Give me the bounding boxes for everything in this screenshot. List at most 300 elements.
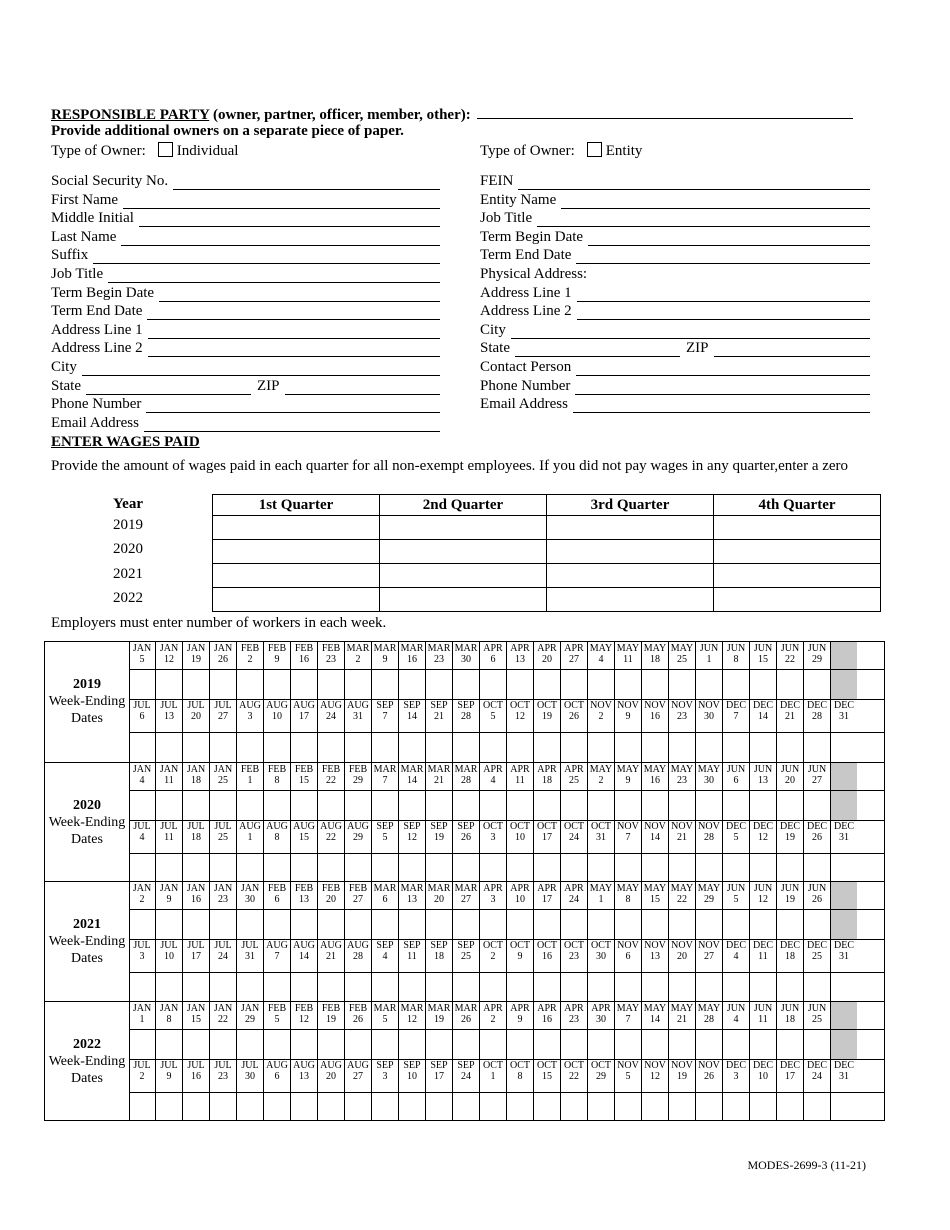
- worker-count-input[interactable]: [291, 1092, 318, 1122]
- worker-count-input[interactable]: [507, 1092, 534, 1122]
- worker-count-input[interactable]: [723, 909, 750, 939]
- first-name-input[interactable]: [123, 194, 440, 209]
- month-abbr: JUN: [780, 763, 800, 775]
- worker-count-input[interactable]: [345, 669, 372, 699]
- worker-count-input[interactable]: [669, 669, 696, 699]
- worker-count-input[interactable]: [507, 790, 534, 820]
- worker-count-input[interactable]: [750, 1092, 777, 1122]
- entity-term-begin-date-input[interactable]: [588, 231, 870, 246]
- worker-count-input[interactable]: [534, 732, 561, 762]
- worker-count-input[interactable]: [264, 669, 291, 699]
- worker-count-input[interactable]: [426, 1029, 453, 1059]
- worker-count-input[interactable]: [588, 732, 615, 762]
- worker-count-input[interactable]: [561, 853, 588, 883]
- worker-count-input[interactable]: [480, 972, 507, 1002]
- worker-count-input[interactable]: [804, 669, 831, 699]
- worker-count-input[interactable]: [264, 1092, 291, 1122]
- worker-count-input[interactable]: [426, 909, 453, 939]
- day-number: 22: [785, 654, 795, 665]
- phone-number-input[interactable]: [146, 398, 440, 413]
- worker-count-input[interactable]: [399, 1092, 426, 1122]
- worker-count-input[interactable]: [318, 853, 345, 883]
- worker-count-input[interactable]: [156, 853, 183, 883]
- wage-input-2020-q2[interactable]: [380, 540, 547, 564]
- worker-count-input[interactable]: [237, 1029, 264, 1059]
- worker-count-input[interactable]: [183, 853, 210, 883]
- worker-count-input[interactable]: [696, 909, 723, 939]
- city-input[interactable]: [82, 361, 440, 376]
- worker-count-input[interactable]: [237, 790, 264, 820]
- worker-count-input[interactable]: [210, 732, 237, 762]
- wage-input-2021-q2[interactable]: [380, 564, 547, 588]
- month-abbr: OCT: [537, 700, 557, 711]
- worker-count-input[interactable]: [156, 790, 183, 820]
- worker-count-input[interactable]: [777, 790, 804, 820]
- worker-count-input[interactable]: [345, 853, 372, 883]
- worker-count-input[interactable]: [264, 732, 291, 762]
- day-number: 13: [299, 1070, 309, 1082]
- worker-count-input[interactable]: [210, 1092, 237, 1122]
- worker-count-input[interactable]: [669, 909, 696, 939]
- email-address-input[interactable]: [144, 417, 440, 432]
- worker-count-input[interactable]: [183, 732, 210, 762]
- worker-count-input[interactable]: [588, 909, 615, 939]
- wage-input-2021-q3[interactable]: [547, 564, 714, 588]
- worker-count-input[interactable]: [453, 1029, 480, 1059]
- worker-count-input[interactable]: [723, 790, 750, 820]
- month-abbr: MAY: [589, 643, 613, 654]
- wage-input-2020-q1[interactable]: [213, 540, 380, 564]
- worker-count-input[interactable]: [129, 1092, 156, 1122]
- worker-count-input[interactable]: [534, 853, 561, 883]
- worker-count-input[interactable]: [750, 853, 777, 883]
- wage-input-2022-q3[interactable]: [547, 588, 714, 612]
- worker-count-input[interactable]: [399, 669, 426, 699]
- worker-count-input[interactable]: [588, 972, 615, 1002]
- worker-count-input[interactable]: [399, 909, 426, 939]
- address-line-1-input[interactable]: [148, 324, 440, 339]
- field-state-zip: [51, 377, 440, 395]
- worker-count-input[interactable]: [615, 669, 642, 699]
- day-number: 26: [218, 654, 228, 665]
- worker-count-input[interactable]: [264, 790, 291, 820]
- wage-input-2019-q1[interactable]: [213, 516, 380, 540]
- worker-count-input[interactable]: [750, 790, 777, 820]
- day-number: 18: [785, 1013, 795, 1025]
- wage-input-2019-q3[interactable]: [547, 516, 714, 540]
- state-input[interactable]: [86, 380, 251, 395]
- worker-count-input[interactable]: [210, 972, 237, 1002]
- month-abbr: SEP: [457, 1059, 475, 1071]
- worker-count-input[interactable]: [642, 1029, 669, 1059]
- worker-count-input[interactable]: [291, 853, 318, 883]
- day-number: 17: [542, 831, 552, 843]
- worker-count-input[interactable]: [372, 853, 399, 883]
- worker-count-input[interactable]: [480, 790, 507, 820]
- worker-count-input[interactable]: [615, 853, 642, 883]
- worker-count-input[interactable]: [453, 853, 480, 883]
- worker-count-input[interactable]: [804, 972, 831, 1002]
- day-number: 5: [625, 1070, 631, 1082]
- worker-count-input[interactable]: [804, 732, 831, 762]
- day-number: 16: [542, 951, 552, 962]
- worker-count-input[interactable]: [372, 669, 399, 699]
- worker-count-input[interactable]: [642, 1092, 669, 1122]
- worker-count-input[interactable]: [750, 669, 777, 699]
- worker-count-input[interactable]: [777, 972, 804, 1002]
- worker-count-input[interactable]: [615, 1029, 642, 1059]
- worker-count-input[interactable]: [318, 1029, 345, 1059]
- worker-count-input[interactable]: [804, 853, 831, 883]
- worker-count-input[interactable]: [210, 853, 237, 883]
- worker-count-input[interactable]: [534, 972, 561, 1002]
- worker-count-input[interactable]: [696, 732, 723, 762]
- worker-count-input[interactable]: [696, 1029, 723, 1059]
- worker-count-input[interactable]: [129, 732, 156, 762]
- worker-count-input[interactable]: [399, 732, 426, 762]
- worker-count-input[interactable]: [561, 669, 588, 699]
- worker-count-input[interactable]: [291, 972, 318, 1002]
- worker-count-input[interactable]: [642, 853, 669, 883]
- year-column-header: Year: [113, 496, 143, 512]
- worker-count-input[interactable]: [507, 853, 534, 883]
- worker-count-input[interactable]: [318, 909, 345, 939]
- worker-count-input[interactable]: [723, 1029, 750, 1059]
- worker-count-input[interactable]: [696, 1092, 723, 1122]
- worker-count-input[interactable]: [237, 853, 264, 883]
- term-end-date-input[interactable]: [147, 305, 440, 320]
- worker-count-input[interactable]: [372, 1029, 399, 1059]
- worker-count-input[interactable]: [399, 972, 426, 1002]
- worker-count-input[interactable]: [237, 669, 264, 699]
- entity-job-title-input[interactable]: [537, 212, 870, 227]
- worker-count-input[interactable]: [129, 853, 156, 883]
- worker-count-input[interactable]: [426, 972, 453, 1002]
- worker-count-input[interactable]: [183, 1029, 210, 1059]
- worker-count-input[interactable]: [669, 790, 696, 820]
- worker-count-input[interactable]: [210, 790, 237, 820]
- worker-count-input[interactable]: [318, 972, 345, 1002]
- worker-count-input[interactable]: [291, 732, 318, 762]
- worker-count-input[interactable]: [831, 732, 857, 762]
- worker-count-input[interactable]: [237, 909, 264, 939]
- entity-checkbox[interactable]: [587, 142, 602, 157]
- zip-input[interactable]: [285, 380, 441, 395]
- worker-count-input[interactable]: [588, 853, 615, 883]
- worker-count-input[interactable]: [237, 972, 264, 1002]
- block-year: 2022: [73, 1036, 101, 1052]
- entity-fein-input[interactable]: [518, 175, 870, 190]
- worker-count-input[interactable]: [210, 1029, 237, 1059]
- worker-count-input[interactable]: [750, 732, 777, 762]
- entity-term-end-date-input[interactable]: [576, 249, 870, 264]
- worker-count-input[interactable]: [210, 909, 237, 939]
- wage-input-2019-q4[interactable]: [714, 516, 881, 540]
- worker-count-input[interactable]: [372, 909, 399, 939]
- entity-contact-person-input[interactable]: [576, 361, 870, 376]
- worker-count-input[interactable]: [669, 732, 696, 762]
- worker-count-input[interactable]: [777, 669, 804, 699]
- entity-phone-number-input[interactable]: [575, 380, 870, 395]
- worker-count-input[interactable]: [669, 1092, 696, 1122]
- worker-count-input[interactable]: [696, 790, 723, 820]
- worker-count-input[interactable]: [723, 732, 750, 762]
- worker-count-input[interactable]: [750, 972, 777, 1002]
- worker-count-input[interactable]: [480, 1029, 507, 1059]
- entity-address-line-1-input[interactable]: [577, 287, 870, 302]
- entity-entity-name-input[interactable]: [561, 194, 870, 209]
- worker-count-input[interactable]: [345, 1092, 372, 1122]
- worker-count-input[interactable]: [318, 669, 345, 699]
- worker-count-input[interactable]: [507, 732, 534, 762]
- worker-count-input[interactable]: [534, 790, 561, 820]
- worker-count-input[interactable]: [453, 972, 480, 1002]
- worker-count-input[interactable]: [237, 732, 264, 762]
- day-number: 31: [596, 831, 606, 843]
- worker-count-input[interactable]: [615, 732, 642, 762]
- worker-count-input[interactable]: [345, 972, 372, 1002]
- social-security-no-input[interactable]: [173, 175, 440, 190]
- day-number: 11: [407, 951, 417, 962]
- worker-count-input[interactable]: [156, 972, 183, 1002]
- worker-count-input[interactable]: [750, 909, 777, 939]
- worker-count-input[interactable]: [453, 669, 480, 699]
- worker-count-input[interactable]: [156, 732, 183, 762]
- worker-count-input[interactable]: [723, 669, 750, 699]
- worker-count-input[interactable]: [345, 1029, 372, 1059]
- worker-count-input[interactable]: [561, 790, 588, 820]
- worker-count-input[interactable]: [777, 1029, 804, 1059]
- worker-count-input[interactable]: [453, 790, 480, 820]
- worker-count-input[interactable]: [237, 1092, 264, 1122]
- worker-count-input[interactable]: [156, 909, 183, 939]
- worker-count-input[interactable]: [696, 669, 723, 699]
- day-number: 10: [515, 831, 525, 843]
- worker-count-input[interactable]: [615, 790, 642, 820]
- worker-count-input[interactable]: [264, 909, 291, 939]
- week-ending-date: [804, 699, 831, 732]
- address-line-2-input[interactable]: [148, 342, 440, 357]
- worker-count-input[interactable]: [588, 790, 615, 820]
- field-label: Email Address: [480, 396, 568, 413]
- day-number: 29: [353, 831, 363, 843]
- worker-count-input[interactable]: [642, 790, 669, 820]
- worker-count-input[interactable]: [642, 909, 669, 939]
- entity-email-address-input[interactable]: [573, 398, 870, 413]
- suffix-input[interactable]: [93, 249, 440, 264]
- entity-city-input[interactable]: [511, 324, 870, 339]
- worker-count-input[interactable]: [291, 790, 318, 820]
- wage-input-2022-q4[interactable]: [714, 588, 881, 612]
- wage-input-2020-q3[interactable]: [547, 540, 714, 564]
- individual-checkbox[interactable]: [158, 142, 173, 157]
- worker-count-input[interactable]: [183, 669, 210, 699]
- worker-count-input[interactable]: [372, 732, 399, 762]
- month-abbr: MAY: [643, 1002, 667, 1014]
- worker-count-input[interactable]: [696, 972, 723, 1002]
- month-abbr: MAR: [427, 883, 451, 894]
- worker-count-input[interactable]: [426, 732, 453, 762]
- worker-count-input[interactable]: [453, 909, 480, 939]
- worker-count-input[interactable]: [561, 1092, 588, 1122]
- worker-count-input[interactable]: [480, 853, 507, 883]
- worker-count-input[interactable]: [156, 669, 183, 699]
- day-number: 20: [191, 711, 201, 722]
- week-ending-date: [804, 642, 831, 669]
- worker-count-input[interactable]: [480, 909, 507, 939]
- worker-count-input[interactable]: [183, 1092, 210, 1122]
- worker-count-input[interactable]: [561, 732, 588, 762]
- worker-count-input[interactable]: [129, 1029, 156, 1059]
- week-ending-date: [156, 1002, 183, 1029]
- wage-input-2022-q1[interactable]: [213, 588, 380, 612]
- worker-count-input[interactable]: [129, 790, 156, 820]
- day-number: 13: [299, 894, 309, 905]
- month-abbr: MAY: [697, 1002, 721, 1014]
- last-name-input[interactable]: [121, 231, 440, 246]
- worker-count-input[interactable]: [804, 1092, 831, 1122]
- day-number: 21: [326, 951, 336, 962]
- worker-count-input[interactable]: [318, 1092, 345, 1122]
- worker-count-input[interactable]: [480, 732, 507, 762]
- worker-count-input[interactable]: [723, 853, 750, 883]
- worker-count-input[interactable]: [534, 1029, 561, 1059]
- worker-count-input[interactable]: [399, 790, 426, 820]
- worker-count-input[interactable]: [345, 909, 372, 939]
- worker-count-input[interactable]: [129, 972, 156, 1002]
- week-ending-date: [372, 1059, 399, 1092]
- worker-count-input[interactable]: [804, 909, 831, 939]
- worker-count-input[interactable]: [345, 790, 372, 820]
- responsible-party-input[interactable]: [477, 104, 853, 119]
- worker-count-input[interactable]: [372, 972, 399, 1002]
- worker-count-input[interactable]: [831, 853, 857, 883]
- month-abbr: MAR: [373, 883, 397, 894]
- worker-count-input[interactable]: [723, 1092, 750, 1122]
- worker-count-input[interactable]: [453, 732, 480, 762]
- worker-count-input[interactable]: [372, 790, 399, 820]
- worker-count-input[interactable]: [777, 1092, 804, 1122]
- worker-count-input[interactable]: [804, 790, 831, 820]
- month-abbr: SEP: [376, 820, 394, 832]
- term-begin-date-input[interactable]: [159, 287, 440, 302]
- worker-count-input[interactable]: [426, 853, 453, 883]
- worker-count-input[interactable]: [534, 909, 561, 939]
- worker-count-input[interactable]: [804, 1029, 831, 1059]
- worker-count-input[interactable]: [831, 1092, 857, 1122]
- worker-count-input[interactable]: [642, 972, 669, 1002]
- worker-count-input[interactable]: [183, 909, 210, 939]
- worker-count-input[interactable]: [777, 853, 804, 883]
- month-abbr: MAR: [400, 883, 424, 894]
- worker-count-input[interactable]: [507, 972, 534, 1002]
- wage-input-2020-q4[interactable]: [714, 540, 881, 564]
- worker-count-input[interactable]: [750, 1029, 777, 1059]
- entity-state-input[interactable]: [515, 342, 680, 357]
- week-ending-date: [129, 642, 156, 669]
- worker-count-input[interactable]: [507, 669, 534, 699]
- worker-count-input[interactable]: [426, 790, 453, 820]
- worker-count-input[interactable]: [615, 972, 642, 1002]
- week-ending-date: [561, 1059, 588, 1092]
- worker-count-input[interactable]: [561, 909, 588, 939]
- week-ending-date: [777, 1002, 804, 1029]
- worker-count-input[interactable]: [372, 1092, 399, 1122]
- entity-zip-input[interactable]: [714, 342, 871, 357]
- worker-count-input[interactable]: [534, 1092, 561, 1122]
- worker-count-input[interactable]: [156, 1029, 183, 1059]
- worker-count-input[interactable]: [399, 853, 426, 883]
- worker-count-input[interactable]: [669, 972, 696, 1002]
- worker-count-input[interactable]: [264, 972, 291, 1002]
- worker-count-input[interactable]: [210, 669, 237, 699]
- worker-count-input[interactable]: [426, 1092, 453, 1122]
- worker-count-input[interactable]: [615, 1092, 642, 1122]
- day-number: 25: [812, 951, 822, 962]
- worker-count-input[interactable]: [534, 669, 561, 699]
- day-number: 2: [490, 1013, 496, 1025]
- day-number: 19: [434, 831, 444, 843]
- worker-count-input[interactable]: [183, 972, 210, 1002]
- worker-count-input[interactable]: [669, 853, 696, 883]
- middle-initial-input[interactable]: [139, 212, 440, 227]
- worker-count-input[interactable]: [561, 972, 588, 1002]
- worker-count-input[interactable]: [291, 669, 318, 699]
- worker-count-input[interactable]: [777, 909, 804, 939]
- worker-count-input[interactable]: [831, 972, 857, 1002]
- worker-count-input[interactable]: [696, 853, 723, 883]
- worker-count-input[interactable]: [129, 909, 156, 939]
- worker-count-input[interactable]: [426, 669, 453, 699]
- wage-input-2021-q1[interactable]: [213, 564, 380, 588]
- wage-input-2022-q2[interactable]: [380, 588, 547, 612]
- worker-count-input[interactable]: [318, 790, 345, 820]
- worker-count-input[interactable]: [345, 732, 372, 762]
- worker-count-input[interactable]: [318, 732, 345, 762]
- worker-count-input[interactable]: [453, 1092, 480, 1122]
- worker-count-input[interactable]: [669, 1029, 696, 1059]
- worker-count-input[interactable]: [642, 669, 669, 699]
- worker-count-input[interactable]: [588, 1092, 615, 1122]
- worker-count-input[interactable]: [588, 1029, 615, 1059]
- worker-count-input[interactable]: [399, 1029, 426, 1059]
- worker-count-input[interactable]: [642, 732, 669, 762]
- worker-count-input[interactable]: [480, 669, 507, 699]
- worker-count-input[interactable]: [507, 1029, 534, 1059]
- worker-count-input[interactable]: [777, 732, 804, 762]
- worker-count-input[interactable]: [723, 972, 750, 1002]
- worker-count-input[interactable]: [291, 909, 318, 939]
- worker-count-input[interactable]: [291, 1029, 318, 1059]
- worker-count-input[interactable]: [264, 853, 291, 883]
- job-title-input[interactable]: [108, 268, 440, 283]
- worker-count-input[interactable]: [507, 909, 534, 939]
- week-ending-date: [129, 939, 156, 972]
- field-phone-number: [51, 395, 440, 413]
- wage-input-2019-q2[interactable]: [380, 516, 547, 540]
- worker-count-input[interactable]: [588, 669, 615, 699]
- wage-input-2021-q4[interactable]: [714, 564, 881, 588]
- worker-count-input[interactable]: [615, 909, 642, 939]
- worker-count-input[interactable]: [156, 1092, 183, 1122]
- entity-address-line-2-input[interactable]: [577, 305, 870, 320]
- worker-count-input[interactable]: [480, 1092, 507, 1122]
- worker-count-input[interactable]: [183, 790, 210, 820]
- worker-count-input[interactable]: [264, 1029, 291, 1059]
- worker-count-input[interactable]: [129, 669, 156, 699]
- week-ending-date: [507, 939, 534, 972]
- worker-count-input[interactable]: [561, 1029, 588, 1059]
